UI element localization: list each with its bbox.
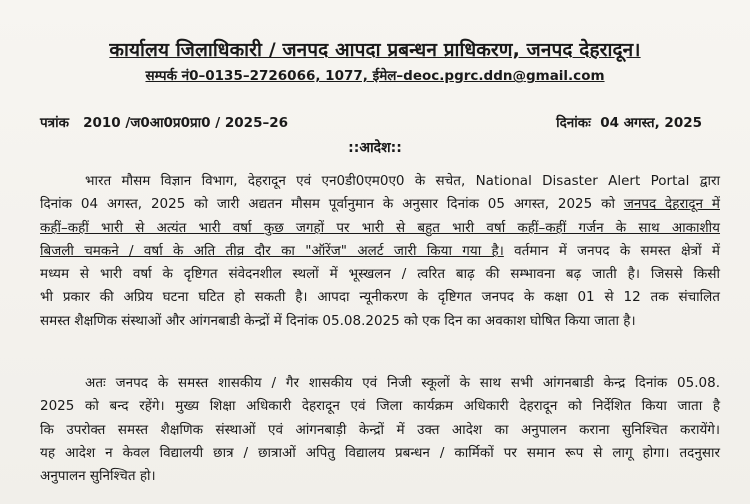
paragraph-text: वर्तमान में जनपद के समस्त क्षेत्रों में [514,242,720,259]
paragraph-line: 2025 को बन्द रहेंगे। मुख्य शिक्षा अधिकारी देहरादून एवं जिला कार्यक्रम अधिकारी देहरादून को निर्देशित किया जाता है [40,398,720,415]
paragraph-line-underlined: कहीं–कहीं भारी से अत्यंत भारी वर्षा कुछ जगहों पर भारी से बहुत भारी वर्षा कहीं–कहीं गर्जन के साथ आकाशीय [40,219,721,236]
letter-number-value: 2010 /ज0आ0प्र0प्रा0 / 2025–26 [83,115,289,131]
highlighted-text: बिजली चमकने / वर्षा के अति तीव्र दौर का "ऑरेंज" अलर्ट जारी किया गया है। [40,242,504,259]
paragraph-line: कि उपरोक्त समस्त शैक्षणिक संस्थाओं एवं आंगनबाड़ी केन्द्रों में उक्त आदेश का अनुपालन कराना सुनिश्चित करायेंगे। [40,421,720,438]
paragraph-line: अतः जनपद के समस्त शासकीय / गैर शासकीय एवं निजी स्कूलों के साथ सभी आंगनबाडी केन्द्र दिनांक 05.08. [85,375,720,391]
paragraph-line [40,193,720,216]
letter-number [40,113,288,131]
highlighted-text: जनपद देहरादून में [623,196,720,213]
order-paragraph-1 [40,170,720,333]
paragraph-line: भारत मौसम विज्ञान विभाग, देहरादून एवं एन0डी0एम0ए0 के सचेत, National Disaster Alert Portal द्वारा [85,173,720,189]
order-paragraph-2 [40,372,720,488]
paragraph-line: यह आदेश न केवल विद्यालयी छात्र / छात्राओं अपितु विद्यालय प्रबन्धन / कार्मिकों पर समान रूप से लागू होगा। तदनुसार [40,444,720,461]
paragraph-text: दिनांक 04 अगस्त, 2025 को जारी अद्यतन मौसम पूर्वानुमान के अनुसार दिनांक 05 अगस्त, 2025 को [40,196,615,213]
paragraph-line [40,240,720,263]
paragraph-line: समस्त शैक्षणिक संस्थाओं और आंगनबाडी केन्द्रों में दिनांक 05.08.2025 को एक दिन का अवकाश घोषित किया जाता है। [40,312,636,329]
paragraph-line: मध्यम से भारी वर्षा के दृष्टिगत संवेदनशील स्थलों में भूस्खलन / त्वरित बाढ़ की सम्भावना बढ़ जाती है। जिससे किसी [40,266,720,283]
office-title: कार्यालय जिलाधिकारी / जनपद आपदा प्रबन्धन प्राधिकरण, जनपद देहरादून। [109,39,641,61]
letter-date-label: दिनांकः [556,115,591,131]
letter-date [556,113,702,131]
contact-line: सम्पर्क नं0–0135–2726066, 1077, ईमेल–deoc.pgrc.ddn@gmail.com [145,68,605,84]
paragraph-line: भी प्रकार की अप्रिय घटना घटित हो सकती है। आपदा न्यूनीकरण के दृष्टिगत जनपद के कक्षा 01 से 12 तक संचालित [40,289,720,306]
letter-number-label: पत्रांक [40,115,69,131]
paragraph-line: अनुपालन सुनिश्चित हो। [40,468,156,485]
order-heading: ::आदेश:: [348,140,402,156]
letter-date-value: 04 अगस्त, 2025 [600,115,702,131]
